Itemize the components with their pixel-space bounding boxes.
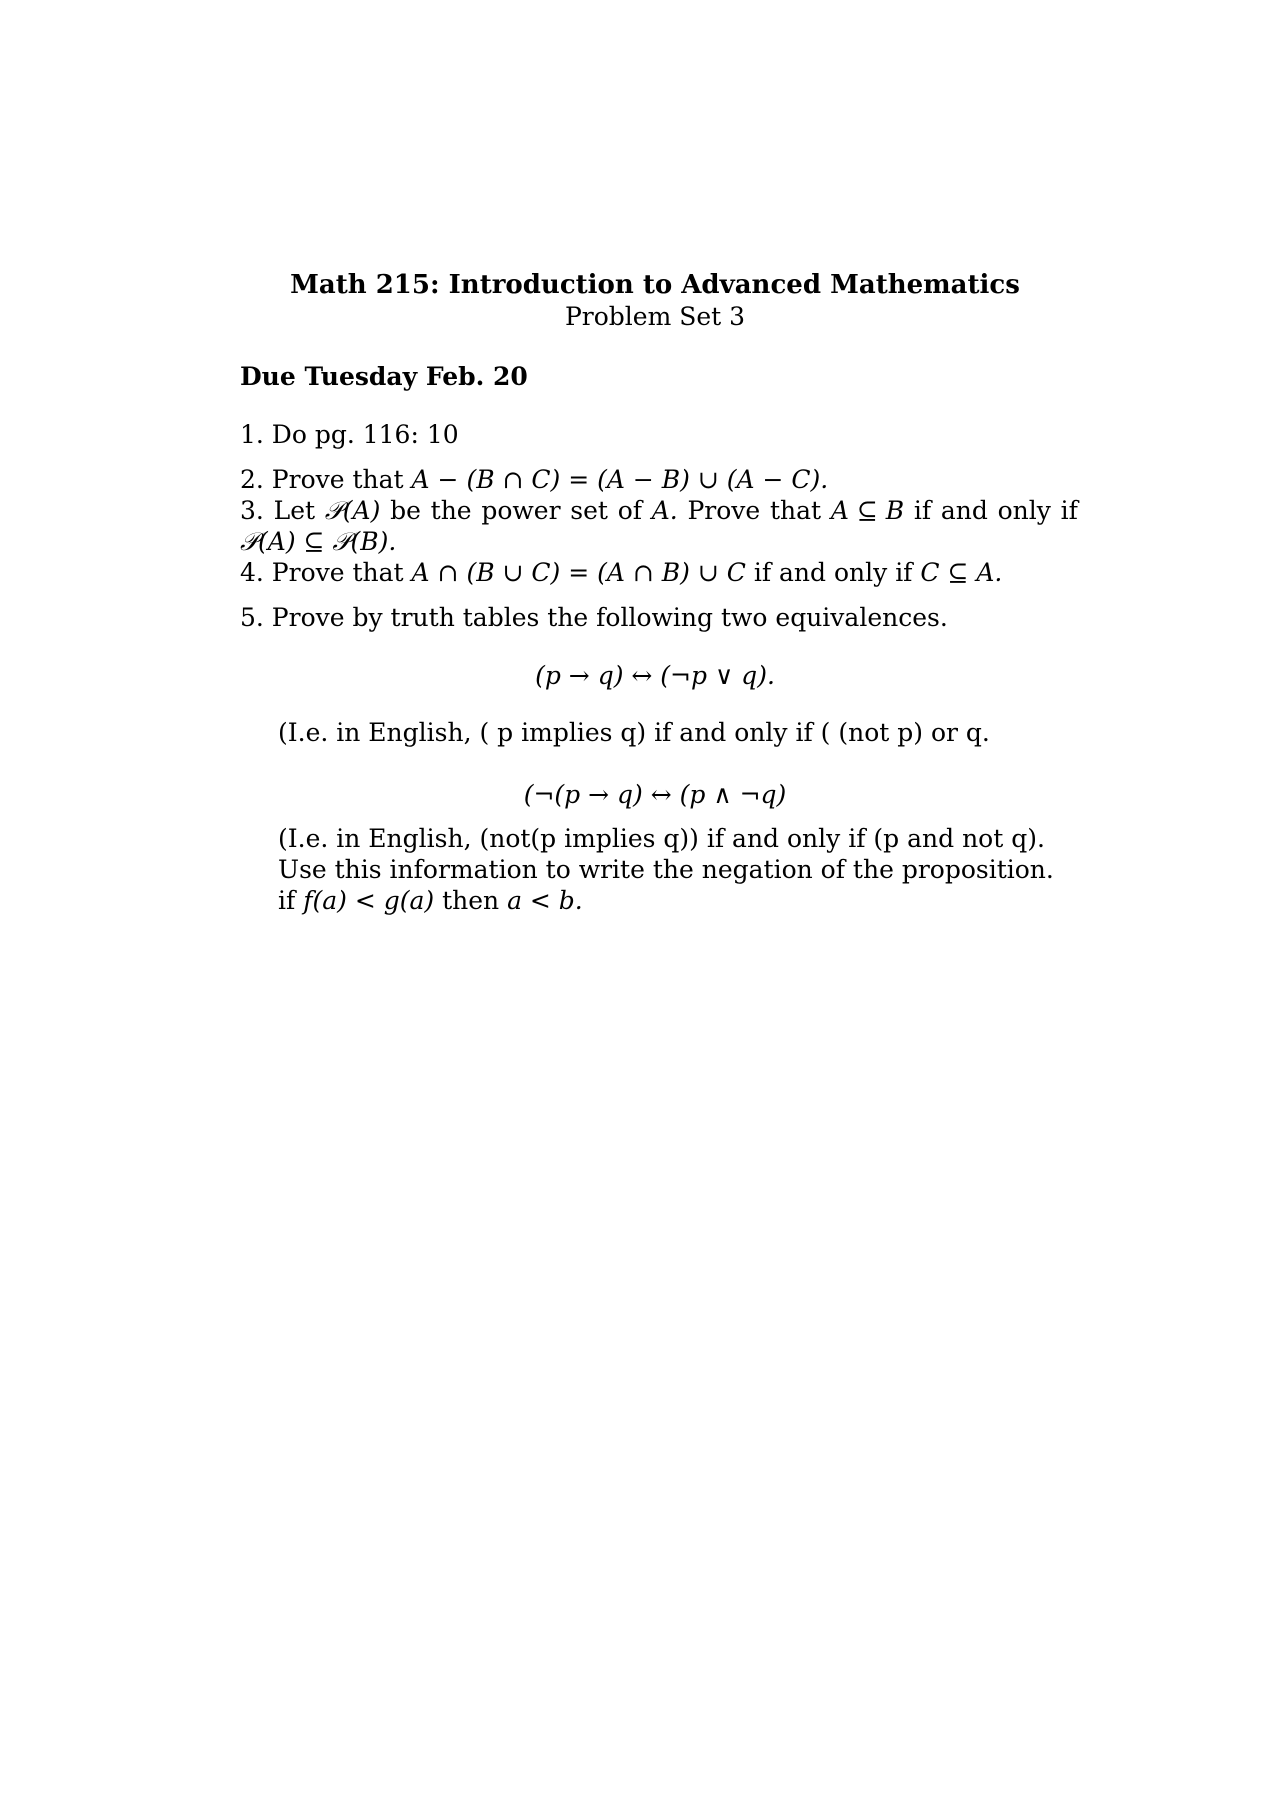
equivalence-2-english: (I.e. in English, (not(p implies q)) if and only if (p and not q). <box>278 824 1045 853</box>
p3-word: of <box>617 496 642 525</box>
problem-2-text: 2. Prove that <box>240 465 412 494</box>
due-date: Due Tuesday Feb. 20 <box>240 362 528 391</box>
p3-word: and <box>940 496 988 525</box>
problem-3-line-2: 𝒫(A) ⊆ 𝒫(B). <box>240 527 397 556</box>
problem-2 <box>240 465 828 495</box>
problem-4-text: if and only if <box>745 558 921 587</box>
p3-word: A ⊆ B <box>830 496 905 525</box>
problem-1: 1. Do pg. 116: 10 <box>240 420 459 449</box>
p3-word: set <box>570 496 608 525</box>
proposition-text: then <box>434 886 508 915</box>
p3-word: if <box>913 496 932 525</box>
proposition-math: a < b. <box>507 886 583 915</box>
equivalence-1-english: (I.e. in English, ( p implies q) if and only if ( (not p) or q. <box>278 718 990 747</box>
proposition <box>278 886 583 916</box>
problem-3-line-1 <box>240 496 1078 526</box>
problem-4-math: A ∩ (B ∪ C) = (A ∩ B) ∪ C <box>411 558 746 587</box>
document-subtitle: Problem Set 3 <box>564 302 746 331</box>
problem-2-math: A − (B ∩ C) = (A − B) ∪ (A − C). <box>411 465 829 494</box>
p3-word: Prove <box>687 496 761 525</box>
p3-word: if <box>1060 496 1078 525</box>
p3-word: A. <box>651 496 678 525</box>
p3-word: Let <box>273 496 316 525</box>
problem-5-intro: 5. Prove by truth tables the following two equivalences. <box>240 603 948 632</box>
proposition-math: f(a) < g(a) <box>303 886 435 915</box>
negation-instruction: Use this information to write the negation of the proposition. <box>278 855 1054 884</box>
p3-word: power <box>481 496 561 525</box>
p3-word: 3. <box>240 496 264 525</box>
p3-word: the <box>430 496 472 525</box>
equivalence-1: (p → q) ↔ (¬p ∨ q). <box>535 661 775 690</box>
p3-word: that <box>769 496 822 525</box>
p3-word: only <box>997 496 1051 525</box>
p3-word: 𝒫(A) <box>324 496 381 525</box>
document-title: Math 215: Introduction to Advanced Mathematics <box>290 270 1020 300</box>
problem-4-text: 4. Prove that <box>240 558 412 587</box>
proposition-text: if <box>278 886 304 915</box>
problem-4 <box>240 558 1002 588</box>
equivalence-2: (¬(p → q) ↔ (p ∧ ¬q) <box>523 780 787 809</box>
p3-word: be <box>390 496 421 525</box>
problem-4-math: C ⊆ A. <box>920 558 1003 587</box>
